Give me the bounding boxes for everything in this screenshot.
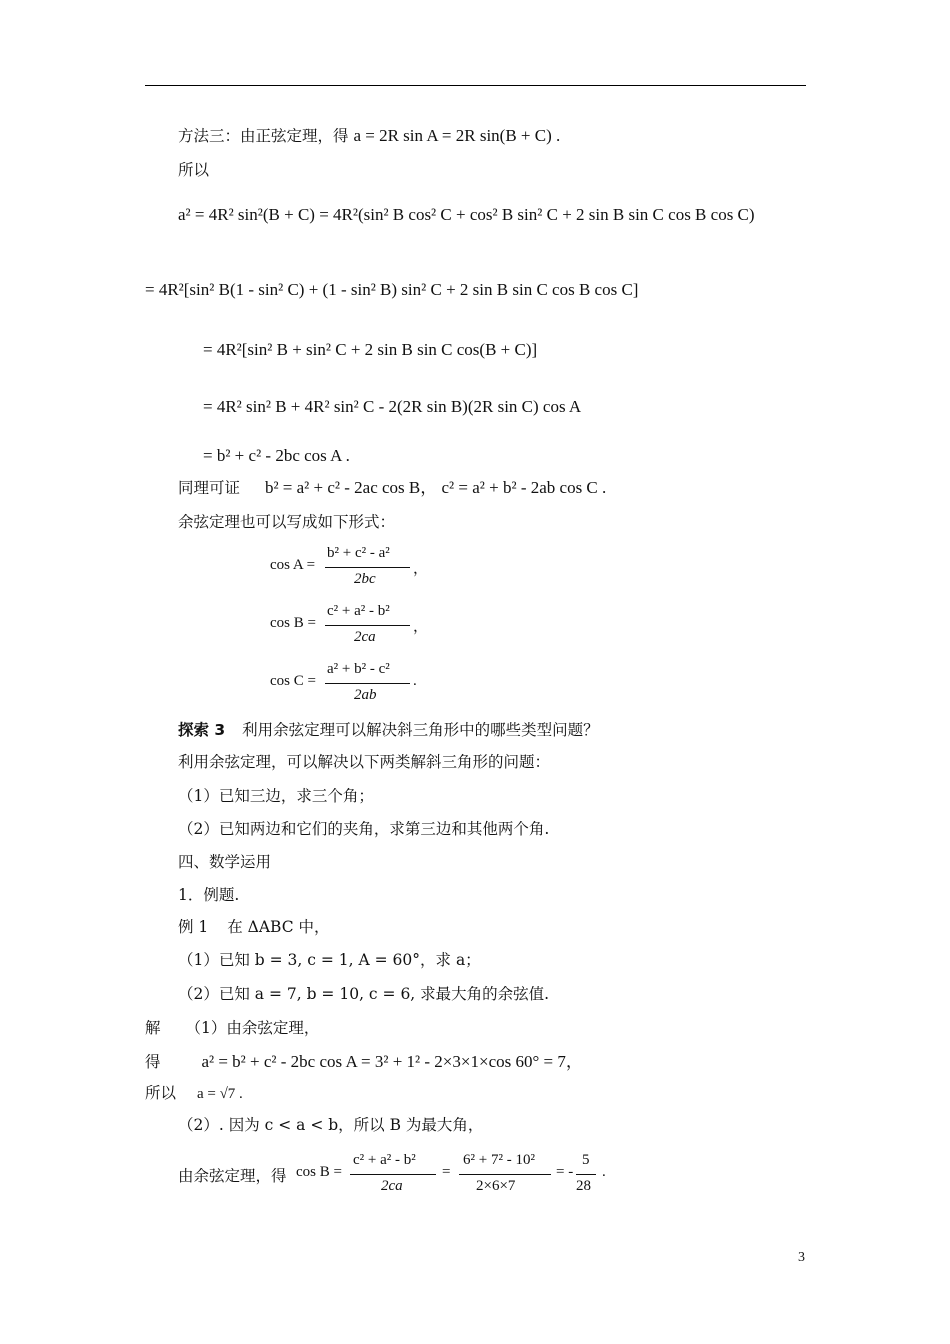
- explore3-text: 利用余弦定理可以解决斜三角形中的哪些类型问题？: [242, 721, 599, 739]
- cos-b-denominator: 2ca: [354, 629, 376, 645]
- frac3-denominator: 28: [576, 1178, 591, 1194]
- cos-c-numerator: a² + b² - c²: [327, 661, 390, 677]
- example-1-text: 在 ΔABC 中，: [227, 918, 330, 936]
- method3-line: [178, 126, 560, 146]
- example-1-line: [178, 917, 330, 937]
- item-2: （2）已知两边和它们的夹角，求第三边和其他两个角.: [178, 820, 550, 838]
- cos-a-denominator: 2bc: [354, 571, 376, 587]
- cos-a-fraction-bar: [325, 567, 410, 568]
- solution-line-3: [145, 1083, 243, 1104]
- frac3-bar: [576, 1174, 596, 1175]
- frac1-numerator: c² + a² - b²: [353, 1152, 416, 1168]
- explore3-label: 探索 3: [178, 721, 226, 739]
- cos-b-formula: [270, 603, 440, 651]
- cos-b-lhs: cos B =: [270, 615, 316, 631]
- solution-2-lhs: cos B =: [296, 1164, 342, 1180]
- solution-de: 得: [145, 1053, 161, 1071]
- frac2-denominator: 2×6×7: [476, 1178, 516, 1194]
- method3-formula: a = 2R sin A = 2R sin(B + C) .: [353, 126, 561, 145]
- cos-b-fraction-bar: [325, 625, 410, 626]
- solution-2-line: （2）. 因为 c < a < b，所以 B 为最大角，: [178, 1116, 484, 1134]
- solution-result: a = √7 .: [196, 1086, 243, 1102]
- section-4-heading: 四、数学运用: [178, 853, 272, 871]
- example-1-q2: （2）已知 a = 7, b = 10, c = 6, 求最大角的余弦值.: [178, 985, 550, 1003]
- cos-a-formula: [270, 545, 440, 593]
- solution-line-1: [145, 1018, 319, 1038]
- header-rule: [145, 85, 806, 86]
- solution-suoyi: 所以: [145, 1084, 177, 1102]
- item-1: （1）已知三边，求三个角；: [178, 787, 374, 805]
- examples-heading: 1．例题.: [178, 886, 240, 904]
- eq-sign-1: =: [442, 1164, 451, 1180]
- equation-2: = 4R²[sin² B(1 - sin² C) + (1 - sin² B) sin² C + 2 sin B sin C cos B cos C]: [145, 280, 639, 299]
- cos-b-numerator: c² + a² - b²: [327, 603, 390, 619]
- explore-answer: 利用余弦定理，可以解决以下两类解斜三角形的问题：: [178, 753, 551, 771]
- explore3-line: [178, 720, 599, 740]
- suoyi-1: 所以: [178, 161, 210, 179]
- solution-2-tail: .: [602, 1164, 606, 1180]
- cos-c-tail: .: [413, 673, 417, 689]
- frac1-bar: [350, 1174, 436, 1175]
- solution-calc: a² = b² + c² - 2bc cos A = 3² + 1² - 2×3×1×cos 60° = 7，: [201, 1052, 583, 1071]
- cos-c-formula: [270, 661, 440, 709]
- method3-label: 方法三：由正弦定理，得: [178, 127, 349, 145]
- eq-sign-2: = -: [556, 1164, 574, 1180]
- cos-a-lhs: cos A =: [270, 557, 316, 573]
- solution-2-label: 由余弦定理，得: [178, 1167, 287, 1185]
- solution-step-1: （1）由余弦定理，: [185, 1019, 320, 1037]
- page-number: 3: [798, 1250, 805, 1265]
- solution-line-2: [145, 1052, 583, 1072]
- equation-5: = b² + c² - 2bc cos A .: [203, 446, 350, 465]
- example-1-label: 例 1: [178, 918, 209, 936]
- similar-proof-line: [178, 478, 606, 498]
- solution-jie: 解: [145, 1019, 161, 1037]
- frac2-numerator: 6² + 7² - 10²: [463, 1152, 535, 1168]
- equation-4: = 4R² sin² B + 4R² sin² C - 2(2R sin B)(2R sin C) cos A: [203, 397, 582, 416]
- cos-c-denominator: 2ab: [354, 687, 377, 703]
- solution-2-final: [178, 1152, 638, 1200]
- cos-a-tail: ，: [413, 561, 429, 577]
- frac3-numerator: 5: [582, 1152, 590, 1168]
- frac1-denominator: 2ca: [381, 1178, 403, 1194]
- similar-label: 同理可证: [178, 479, 241, 497]
- cos-c-lhs: cos C =: [270, 673, 316, 689]
- equation-1: a² = 4R² sin²(B + C) = 4R²(sin² B cos² C + cos² B sin² C + 2 sin B sin C cos B cos C): [178, 205, 755, 224]
- alt-form-text: 余弦定理也可以写成如下形式：: [178, 513, 396, 531]
- similar-formula: b² = a² + c² - 2ac cos B， c² = a² + b² - 2ab cos C .: [264, 478, 607, 497]
- cos-c-fraction-bar: [325, 683, 410, 684]
- cos-a-numerator: b² + c² - a²: [327, 545, 390, 561]
- example-1-q1: （1）已知 b = 3, c = 1, A = 60°，求 a；: [178, 951, 481, 969]
- equation-3: = 4R²[sin² B + sin² C + 2 sin B sin C cos(B + C)]: [203, 340, 538, 359]
- cos-b-tail: ，: [413, 619, 429, 635]
- frac2-bar: [459, 1174, 551, 1175]
